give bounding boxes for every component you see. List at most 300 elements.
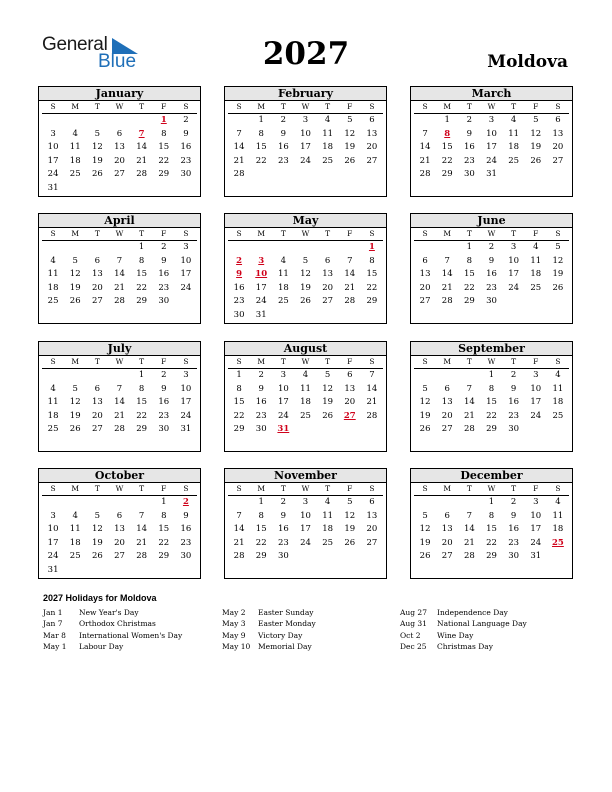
empty-cell (228, 241, 250, 255)
day-cell: 28 (344, 296, 356, 307)
holiday-date: Jan 7 (43, 619, 63, 629)
empty-cell (339, 241, 361, 255)
weekday-label: W (294, 101, 316, 114)
day-cell: 7 (116, 383, 123, 394)
day-cell: 23 (463, 155, 475, 166)
day-cell: 26 (322, 410, 334, 421)
holiday-column (43, 607, 182, 652)
day-cell: 21 (441, 282, 453, 293)
day-cell: 25 (322, 155, 334, 166)
day-cell: 29 (366, 296, 378, 307)
holiday-day: 8 (444, 128, 451, 139)
day-cell: 3 (183, 242, 189, 252)
day-cell: 16 (233, 282, 245, 293)
day-cell: 28 (136, 169, 148, 180)
weekday-label: S (42, 356, 64, 369)
day-cell: 23 (277, 537, 289, 548)
day-cell: 31 (255, 309, 267, 320)
weekday-label: F (153, 356, 175, 369)
day-cell: 1 (258, 497, 264, 507)
weekday-label: T (503, 483, 525, 496)
holiday-day: 9 (236, 269, 243, 280)
day-cell: 11 (277, 269, 289, 280)
day-cell: 9 (161, 255, 167, 266)
day-cell: 6 (94, 383, 101, 394)
day-cell: 19 (91, 537, 103, 548)
month-december (410, 468, 573, 579)
weekday-label: F (153, 228, 175, 241)
day-cell: 20 (91, 282, 103, 293)
weekday-label: S (175, 101, 197, 114)
day-cell: 20 (552, 142, 564, 153)
weekday-label: M (436, 356, 458, 369)
month-october (38, 468, 201, 579)
day-cell: 13 (344, 383, 356, 394)
day-cell: 9 (510, 510, 517, 521)
day-cell: 30 (158, 424, 170, 435)
day-cell: 1 (138, 242, 145, 252)
day-cell: 20 (322, 282, 334, 293)
day-cell: 21 (344, 282, 356, 293)
day-cell: 7 (236, 128, 242, 139)
day-cell: 15 (255, 524, 267, 535)
weekday-label: S (547, 356, 569, 369)
day-cell: 15 (486, 524, 497, 535)
day-cell: 4 (72, 510, 78, 521)
day-cell: 13 (91, 397, 103, 408)
day-cell: 2 (280, 115, 287, 125)
day-cell: 8 (138, 255, 145, 266)
day-cell: 15 (233, 397, 245, 408)
day-cell: 8 (258, 128, 264, 139)
holiday-item (400, 618, 527, 629)
day-cell: 19 (91, 155, 103, 166)
day-cell: 25 (552, 410, 564, 421)
day-cell: 20 (441, 537, 453, 548)
weekday-label: T (317, 228, 339, 241)
holiday-item (222, 618, 316, 629)
weekday-label: F (525, 228, 547, 241)
day-cell: 15 (158, 142, 170, 153)
holiday-date: Aug 31 (400, 619, 427, 629)
day-cell: 1 (488, 497, 495, 507)
day-cell: 29 (486, 551, 497, 562)
empty-cell (414, 241, 436, 255)
day-cell: 24 (180, 282, 192, 293)
day-cell: 12 (91, 524, 103, 535)
day-cell: 28 (233, 551, 245, 562)
day-cell: 12 (344, 510, 356, 521)
weekday-label: S (414, 228, 436, 241)
day-cell: 16 (277, 524, 289, 535)
holiday-column (222, 607, 316, 652)
day-cell: 10 (277, 383, 289, 394)
day-cell: 8 (488, 383, 495, 394)
day-cell: 9 (161, 383, 167, 394)
day-cell: 31 (47, 564, 59, 575)
month-title: February (225, 87, 386, 101)
day-cell: 22 (486, 410, 497, 421)
month-title: September (411, 342, 572, 356)
weekday-label: T (131, 483, 153, 496)
day-cell: 6 (347, 370, 353, 380)
day-cell: 16 (486, 269, 497, 280)
day-cell: 17 (255, 282, 267, 293)
day-cell: 12 (69, 269, 81, 280)
day-cell: 19 (69, 282, 81, 293)
day-cell: 30 (277, 551, 289, 562)
empty-cell (64, 241, 86, 255)
day-grid (411, 483, 572, 564)
day-cell: 22 (233, 410, 245, 421)
weekday-label: T (458, 356, 480, 369)
day-cell: 19 (552, 269, 564, 280)
day-cell: 13 (366, 510, 378, 521)
day-cell: 14 (344, 269, 356, 280)
day-cell: 9 (280, 128, 287, 139)
day-cell: 23 (508, 410, 520, 421)
day-cell: 6 (422, 255, 428, 266)
day-grid (39, 101, 200, 196)
day-cell: 6 (369, 115, 375, 125)
day-cell: 9 (280, 510, 287, 521)
weekday-label: M (64, 101, 86, 114)
day-cell: 26 (300, 296, 311, 307)
day-cell: 24 (277, 410, 289, 421)
day-cell: 14 (114, 269, 125, 280)
day-cell: 15 (366, 269, 378, 280)
day-cell: 1 (466, 242, 473, 252)
day-cell: 12 (419, 524, 431, 535)
day-cell: 31 (486, 169, 497, 180)
day-cell: 1 (258, 115, 264, 125)
empty-cell (414, 369, 436, 383)
weekday-label: T (131, 356, 153, 369)
day-cell: 26 (344, 537, 356, 548)
day-cell: 18 (322, 524, 334, 535)
day-cell: 16 (277, 142, 289, 153)
day-cell: 17 (47, 537, 59, 548)
day-cell: 8 (161, 510, 167, 521)
day-cell: 22 (463, 282, 475, 293)
weekday-label: W (480, 101, 502, 114)
day-cell: 20 (366, 524, 378, 535)
empty-cell (108, 241, 130, 255)
day-cell: 17 (180, 269, 192, 280)
day-cell: 18 (69, 537, 81, 548)
day-cell: 6 (444, 510, 450, 521)
day-cell: 5 (302, 255, 309, 266)
holiday-name: Independence Day (437, 608, 508, 617)
day-cell: 29 (158, 169, 170, 180)
weekday-label: T (272, 101, 294, 114)
month-august (224, 341, 387, 452)
weekday-label: S (42, 483, 64, 496)
day-cell: 5 (72, 383, 78, 394)
weekday-label: M (250, 483, 272, 496)
day-cell: 10 (486, 128, 497, 139)
day-cell: 12 (91, 142, 103, 153)
month-april (38, 213, 201, 324)
weekday-label: W (108, 356, 130, 369)
day-cell: 5 (347, 497, 353, 507)
holiday-name: New Year's Day (79, 608, 139, 617)
day-cell: 30 (463, 169, 475, 180)
weekday-label: S (361, 356, 383, 369)
day-cell: 11 (300, 383, 311, 394)
holiday-day: 2 (236, 255, 243, 266)
day-cell: 28 (366, 410, 378, 421)
holiday-date: May 1 (43, 641, 67, 651)
day-cell: 11 (69, 524, 81, 535)
day-grid (411, 228, 572, 309)
day-cell: 27 (91, 424, 103, 435)
day-cell: 9 (466, 128, 473, 139)
weekday-label: S (42, 228, 64, 241)
month-title: December (411, 469, 572, 483)
weekday-label: F (339, 228, 361, 241)
weekday-label: W (108, 228, 130, 241)
weekday-label: W (480, 483, 502, 496)
day-cell: 20 (114, 537, 125, 548)
weekday-label: M (250, 356, 272, 369)
day-cell: 3 (183, 370, 189, 380)
holiday-date: May 9 (222, 630, 246, 640)
empty-cell (458, 369, 480, 383)
day-cell: 3 (510, 242, 517, 252)
day-cell: 8 (466, 255, 473, 266)
day-cell: 5 (555, 242, 561, 252)
day-cell: 27 (441, 551, 453, 562)
month-february (224, 86, 387, 197)
day-cell: 10 (508, 255, 520, 266)
day-cell: 13 (366, 128, 378, 139)
day-cell: 16 (158, 397, 170, 408)
day-cell: 24 (486, 155, 497, 166)
day-grid (225, 483, 386, 564)
day-cell: 7 (466, 383, 473, 394)
day-cell: 18 (508, 142, 520, 153)
day-cell: 8 (161, 128, 167, 139)
day-cell: 5 (324, 370, 331, 380)
day-cell: 12 (69, 397, 81, 408)
weekday-label: S (361, 228, 383, 241)
day-cell: 5 (94, 510, 101, 521)
weekday-label: M (64, 356, 86, 369)
holiday-day: 2 (182, 497, 189, 507)
weekday-label: S (228, 228, 250, 241)
holiday-name: Victory Day (258, 630, 303, 640)
weekday-label: F (153, 101, 175, 114)
day-cell: 28 (463, 424, 475, 435)
day-cell: 25 (530, 282, 542, 293)
day-cell: 20 (419, 282, 431, 293)
day-cell: 21 (463, 410, 475, 421)
day-cell: 11 (322, 128, 334, 139)
day-cell: 14 (233, 524, 245, 535)
day-cell: 29 (486, 424, 497, 435)
weekday-label: S (414, 101, 436, 114)
empty-cell (108, 369, 130, 383)
day-cell: 12 (530, 128, 542, 139)
day-cell: 8 (138, 383, 145, 394)
weekday-label: T (317, 483, 339, 496)
day-grid (39, 483, 200, 578)
day-cell: 1 (138, 370, 145, 380)
day-cell: 17 (300, 524, 311, 535)
day-cell: 7 (347, 255, 353, 266)
weekday-label: W (294, 228, 316, 241)
day-cell: 5 (347, 115, 353, 125)
day-cell: 21 (233, 537, 245, 548)
day-cell: 1 (161, 497, 167, 507)
day-cell: 13 (114, 142, 125, 153)
day-cell: 25 (69, 551, 81, 562)
empty-cell (294, 241, 316, 255)
day-cell: 7 (116, 255, 123, 266)
day-cell: 24 (300, 537, 311, 548)
weekday-label: T (131, 101, 153, 114)
weekday-label: M (250, 101, 272, 114)
holiday-item (43, 641, 182, 652)
day-cell: 15 (255, 142, 267, 153)
day-cell: 29 (136, 296, 148, 307)
day-cell: 6 (444, 383, 450, 394)
day-cell: 16 (255, 397, 267, 408)
day-cell: 4 (280, 255, 287, 266)
day-cell: 2 (510, 370, 517, 380)
day-cell: 14 (136, 524, 148, 535)
day-cell: 3 (533, 370, 539, 380)
holiday-day: 27 (343, 410, 356, 421)
holiday-item (400, 641, 527, 652)
day-cell: 4 (324, 497, 331, 507)
day-cell: 18 (530, 269, 542, 280)
day-cell: 20 (91, 410, 103, 421)
month-title: April (39, 214, 200, 228)
weekday-label: S (175, 356, 197, 369)
day-cell: 30 (255, 424, 267, 435)
day-cell: 5 (533, 115, 539, 125)
day-cell: 6 (555, 115, 561, 125)
day-cell: 4 (555, 370, 561, 380)
day-cell: 19 (69, 410, 81, 421)
day-cell: 6 (116, 510, 123, 521)
day-cell: 25 (69, 169, 81, 180)
day-cell: 2 (510, 497, 517, 507)
weekday-label: W (294, 356, 316, 369)
day-cell: 9 (183, 128, 189, 139)
day-cell: 20 (366, 142, 378, 153)
day-cell: 12 (322, 383, 334, 394)
month-title: June (411, 214, 572, 228)
weekday-label: S (547, 101, 569, 114)
empty-cell (86, 496, 108, 510)
day-cell: 28 (114, 424, 125, 435)
day-cell: 22 (158, 155, 170, 166)
day-cell: 27 (114, 169, 125, 180)
holiday-item (400, 607, 527, 618)
weekday-label: F (339, 356, 361, 369)
weekday-label: M (436, 228, 458, 241)
day-cell: 21 (136, 537, 148, 548)
day-cell: 29 (441, 169, 453, 180)
month-september (410, 341, 573, 452)
holiday-name: Orthodox Christmas (79, 619, 156, 629)
empty-cell (414, 114, 436, 128)
weekday-label: M (64, 228, 86, 241)
weekday-label: F (339, 101, 361, 114)
day-cell: 20 (114, 155, 125, 166)
empty-cell (131, 114, 153, 128)
day-cell: 17 (508, 269, 520, 280)
day-cell: 25 (277, 296, 289, 307)
day-cell: 29 (136, 424, 148, 435)
day-cell: 4 (555, 497, 561, 507)
weekday-label: S (547, 228, 569, 241)
weekday-label: M (250, 228, 272, 241)
day-cell: 10 (180, 255, 192, 266)
day-cell: 21 (114, 282, 125, 293)
holiday-item (43, 630, 182, 641)
holiday-item (400, 630, 527, 641)
day-cell: 30 (233, 309, 245, 320)
day-cell: 7 (138, 510, 145, 521)
day-cell: 17 (180, 397, 192, 408)
day-cell: 14 (136, 142, 148, 153)
weekday-label: W (108, 483, 130, 496)
day-cell: 29 (463, 296, 475, 307)
day-cell: 28 (233, 169, 245, 180)
empty-cell (108, 114, 130, 128)
holiday-item (43, 607, 182, 618)
day-cell: 21 (233, 155, 245, 166)
day-cell: 22 (441, 155, 453, 166)
day-cell: 22 (158, 537, 170, 548)
day-cell: 2 (280, 497, 287, 507)
day-cell: 14 (441, 269, 453, 280)
day-cell: 15 (136, 397, 148, 408)
holiday-day: 7 (138, 128, 145, 139)
day-cell: 16 (180, 142, 192, 153)
day-cell: 11 (552, 383, 564, 394)
day-cell: 17 (530, 397, 542, 408)
holiday-date: Mar 8 (43, 630, 66, 640)
weekday-label: S (414, 356, 436, 369)
day-cell: 9 (510, 383, 517, 394)
page-title-year: 2027 (262, 36, 350, 72)
day-cell: 17 (530, 524, 542, 535)
day-cell: 18 (300, 397, 311, 408)
holiday-item (222, 641, 316, 652)
day-cell: 9 (183, 510, 189, 521)
day-cell: 17 (47, 155, 59, 166)
day-cell: 9 (258, 383, 264, 394)
weekday-label: T (317, 356, 339, 369)
month-title: November (225, 469, 386, 483)
day-cell: 8 (488, 510, 495, 521)
holiday-date: Oct 2 (400, 630, 421, 640)
weekday-label: T (503, 101, 525, 114)
day-cell: 15 (136, 269, 148, 280)
day-cell: 3 (302, 115, 309, 125)
day-cell: 13 (419, 269, 431, 280)
day-cell: 16 (180, 524, 192, 535)
empty-cell (42, 241, 64, 255)
day-cell: 4 (324, 115, 331, 125)
day-grid (39, 356, 200, 437)
holiday-name: Christmas Day (437, 641, 493, 651)
